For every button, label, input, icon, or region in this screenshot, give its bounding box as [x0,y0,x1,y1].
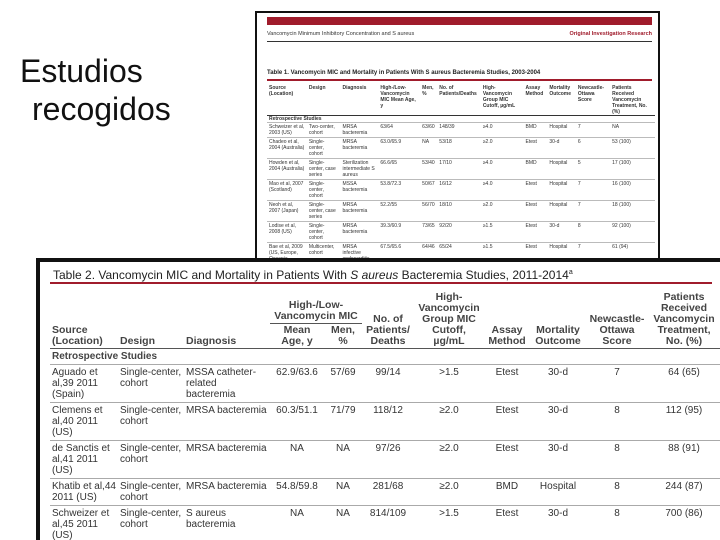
table-1-cell: BMD [523,123,547,138]
cell-men: NA [324,441,362,479]
table-1-cell: MRSA bacteremia [341,123,379,138]
table-1-cell: 66.6/65 [378,159,420,180]
table-1-cell: Schweizer et al, 2003 (US) [267,123,307,138]
cell-patients-deaths: 97/26 [362,441,414,479]
divider [267,41,652,42]
table-1-cell: MRSA bacteremia [341,138,379,159]
table-1-cell: 7 [576,180,610,201]
table-1-cell: Etest [523,243,547,267]
cell-mic-cutoff: >1.5 [414,365,484,403]
cell-diagnosis: MRSA bacteremia [184,403,270,441]
slide-title-line-1: Estudios [20,53,143,89]
table-1-cell: Single-center, case series [307,159,341,180]
table-1-cell: 18/10 [437,201,481,222]
slide-title [20,52,220,128]
table-1-cell: NA [610,123,655,138]
table-1-cell: 53.8/72.3 [378,180,420,201]
cell-diagnosis: MSSA catheter-related bacteremia [184,365,270,403]
table-1-cell: 5 [576,159,610,180]
table-1-title: Table 1. Vancomycin MIC and Mortality in Patients With S aureus Bacteremia Studies, 2003-2004 [267,70,541,76]
table-row [50,441,720,479]
header-assay-method: Assay Method [488,324,526,347]
table-1-row [267,138,655,159]
table-1-cell: Single-center, case series [307,201,341,222]
table-1-cell: MRSA bacteremia [341,222,379,243]
table-1-cell: 16 (100) [610,180,655,201]
table-1-section-row [267,116,655,123]
cell-patients-deaths: 281/68 [362,479,414,506]
header-newcastle-ottawa: Newcastle-Ottawa Score [589,313,645,347]
table-1-cell: 53/40 [420,159,437,180]
table-2-title [53,268,573,282]
cell-mic-cutoff: ≥2.0 [414,403,484,441]
table-1-cell: MRSA infective [341,243,379,267]
table-2-section-label: Retrospective Studies [50,349,720,365]
cell-vancomycin-treatment: 112 (95) [648,403,720,441]
table-1-cell: BMD [523,159,547,180]
cell-newcastle-ottawa: 8 [586,479,648,506]
cell-men: 71/79 [324,403,362,441]
table-row [50,479,720,506]
table-1-title-rule [267,79,652,81]
cell-men: NA [324,506,362,540]
table-1-cell: MRSA bacteremia [341,201,379,222]
header-patients-deaths: No. of Patients/ Deaths [366,313,410,347]
table-1-cell: Etest [523,180,547,201]
cell-mean-age: 62.9/63.6 [270,365,324,403]
table-1-cell: 92/20 [437,222,481,243]
cell-mortality-outcome: 30-d [530,365,586,403]
table-1-cell: 63.0/65.9 [378,138,420,159]
cell-source: Khatib et al,44 2011 (US) [50,479,118,506]
cell-mean-age: NA [270,506,324,540]
table-1-cell: 7 [576,243,610,267]
cell-design: Single-center, cohort [118,506,184,540]
cell-patients-deaths: 118/12 [362,403,414,441]
table-1-cell: 30-d [547,222,576,243]
cell-diagnosis: S aureus bacteremia [184,506,270,540]
table-1-cell: Bae et al, 2009 (US, Europe, [267,243,307,267]
header-design: Design [120,335,156,347]
cell-assay-method: Etest [484,441,530,479]
table-1-cell: MSSA bacteremia [341,180,379,201]
table-1-cell: 16/12 [437,180,481,201]
table-1-cell: 7 [576,123,610,138]
cell-newcastle-ottawa: 8 [586,441,648,479]
table-1-cell: 63/64 [378,123,420,138]
cell-design: Single-center, cohort [118,441,184,479]
running-head-right: Original Investigation Research [569,31,652,37]
table-1-cell: 63/60 [420,123,437,138]
header-diagnosis: Diagnosis [186,335,237,347]
table-1-cell: 148/39 [437,123,481,138]
table-row [50,506,720,540]
table-1-header-cell: Design [308,85,326,91]
table-1 [267,85,655,266]
table-1-row [267,159,655,180]
cell-mortality-outcome: 30-d [530,506,586,540]
table-1-cell: 56/70 [420,201,437,222]
table-1-cell: Lodise et al, 2008 (US) [267,222,307,243]
running-head-left: Vancomycin Minimum Inhibitory Concentration and S aureus [267,31,415,37]
table-1-header-cell: High-/Low-Vancomycin MIC Mean Age, y [380,85,416,109]
table-1-cell: ≥4.0 [481,159,524,180]
table-1-header-cell: High-Vancomycin Group MIC Cutoff, µg/mL [482,85,516,109]
table-1-cell: 65/24 [437,243,481,267]
cell-men: 57/69 [324,365,362,403]
table-1-cell: 53 (100) [610,138,655,159]
table-1-cell: 67.5/65.6 [378,243,420,267]
header-mean-age: Mean Age, y [281,324,313,347]
table-2-title-rule [50,282,712,284]
table-2-title-footnote-mark: a [568,269,573,276]
table-1-header-cell: Assay Method [525,85,544,97]
table-1-cell: 92 (100) [610,222,655,243]
cell-assay-method: Etest [484,365,530,403]
table-1-cell: Single-center, cohort [307,222,341,243]
cell-design: Single-center, cohort [118,365,184,403]
table-2-header-row-1 [50,288,720,324]
table-1-cell: 53/18 [437,138,481,159]
cell-source: Aguado et al,39 2011 (Spain) [50,365,118,403]
table-1-cell: 52.2/55 [378,201,420,222]
table-1-cell: 39.3/60.9 [378,222,420,243]
table-1-cell: 50/67 [420,180,437,201]
table-1-cell: Single-center, cohort [307,180,341,201]
header-source: Source (Location) [52,324,103,347]
table-1-header-cell: Men, % [422,85,434,97]
header-high-low-group: High-/Low-Vancomycin MIC [270,288,362,324]
table-1-cell: Etest [523,201,547,222]
cell-newcastle-ottawa: 8 [586,403,648,441]
running-head [267,31,652,37]
table-1-cell: Chadeo et al, 2004 (Australia) [267,138,307,159]
table-1-header-cell: Source (Location) [269,85,294,97]
table-1-image [255,11,660,266]
cell-diagnosis: MRSA bacteremia [184,479,270,506]
header-mic-cutoff: High-Vancomycin Group MIC Cutoff, µg/mL [418,291,480,347]
cell-vancomycin-treatment: 244 (87) [648,479,720,506]
table-2-title-prefix: Table 2. Vancomycin MIC and Mortality in Patients With [53,268,351,282]
cell-mortality-outcome: 30-d [530,441,586,479]
table-1-row [267,123,655,138]
cell-vancomycin-treatment: 700 (86) [648,506,720,540]
table-1-cell: ≥4.0 [481,123,524,138]
table-1-cell: 7 [576,201,610,222]
cell-assay-method: Etest [484,506,530,540]
table-2-title-organism: S aureus [350,268,399,282]
cell-mortality-outcome: 30-d [530,403,586,441]
slide-title-line-2: recogidos [32,91,171,127]
table-1-cell: ≥1.5 [481,243,524,267]
table-1-cell: Hospital [547,123,576,138]
table-1-cell: 6 [576,138,610,159]
table-1-cell: Hospital [547,159,576,180]
table-2-title-suffix: Bacteremia Studies, 2011-2014 [398,268,569,282]
cell-mean-age: NA [270,441,324,479]
table-2-image [36,258,720,540]
table-1-header-cell: Patients Received Vancomycin Treatment, No. (%) [612,85,647,115]
table-1-row [267,222,655,243]
table-1-cell: 17 (100) [610,159,655,180]
cell-source: Schweizer et al,45 2011 (US) [50,506,118,540]
table-1-cell: Mao et al, 2007 (Scotland) [267,180,307,201]
table-1-cell: Howden et al, 2004 (Australia) [267,159,307,180]
cell-vancomycin-treatment: 88 (91) [648,441,720,479]
cell-mic-cutoff: ≥2.0 [414,441,484,479]
table-1-cell: Sterilization intermediate S aureus [341,159,379,180]
cell-vancomycin-treatment: 64 (65) [648,365,720,403]
cell-source: de Sanctis et al,41 2011 (US) [50,441,118,479]
table-1-cell: Single-center, cohort [307,138,341,159]
cell-assay-method: Etest [484,403,530,441]
table-1-cell: ≥2.0 [481,201,524,222]
table-2 [50,288,720,540]
cell-mic-cutoff: ≥2.0 [414,479,484,506]
cell-patients-deaths: 99/14 [362,365,414,403]
cell-mean-age: 54.8/59.8 [270,479,324,506]
cell-mean-age: 60.3/51.1 [270,403,324,441]
cell-mortality-outcome: Hospital [530,479,586,506]
cell-source: Clemens et al,40 2011 (US) [50,403,118,441]
table-1-header-cell: Mortality Outcome [549,85,572,97]
table-1-cell: 73/65 [420,222,437,243]
table-1-cell: Hospital [547,243,576,267]
table-1-cell: Etest [523,222,547,243]
table-1-cell: 17/10 [437,159,481,180]
header-vancomycin-treatment: Patients Received Vancomycin Treatment, No. (%) [653,291,715,347]
table-1-cell: ≥1.5 [481,222,524,243]
table-1-header-cell: Newcastle-Ottawa Score [577,85,605,103]
cell-men: NA [324,479,362,506]
cell-assay-method: BMD [484,479,530,506]
table-1-cell: Hospital [547,201,576,222]
journal-header-bar [267,17,652,25]
table-1-cell: Hospital [547,180,576,201]
table-row [50,403,720,441]
table-1-cell: 30-d [547,138,576,159]
table-1-cell: NA [420,138,437,159]
table-1-cell: Two-center, cohort [307,123,341,138]
table-1-header-cell: No. of Patients/Deaths [439,85,477,97]
table-1-section-label: Retrospective Studies [267,116,655,123]
cell-mic-cutoff: >1.5 [414,506,484,540]
table-1-cell: ≥2.0 [481,138,524,159]
header-men: Men, % [331,324,355,347]
table-1-cell: 18 (100) [610,201,655,222]
cell-diagnosis: MRSA bacteremia [184,441,270,479]
table-1-cell: ≥4.0 [481,180,524,201]
table-1-row [267,201,655,222]
table-1-cell: Neoh et al, 2007 (Japan) [267,201,307,222]
cell-newcastle-ottawa: 8 [586,506,648,540]
table-1-cell: 61 (94) [610,243,655,267]
cell-patients-deaths: 814/109 [362,506,414,540]
cell-design: Single-center, cohort [118,403,184,441]
header-mortality-outcome: Mortality Outcome [535,324,581,347]
cell-newcastle-ottawa: 7 [586,365,648,403]
table-1-header-cell: Diagnosis [342,85,367,91]
table-row [50,365,720,403]
table-1-cell: 64/46 [420,243,437,267]
table-1-header-row [267,85,655,116]
table-1-row [267,180,655,201]
table-1-cell: 8 [576,222,610,243]
table-2-section-row [50,349,720,365]
cell-design: Single-center, cohort [118,479,184,506]
table-1-cell: Etest [523,138,547,159]
table-1-cell: Multicenter, cohort [307,243,341,267]
